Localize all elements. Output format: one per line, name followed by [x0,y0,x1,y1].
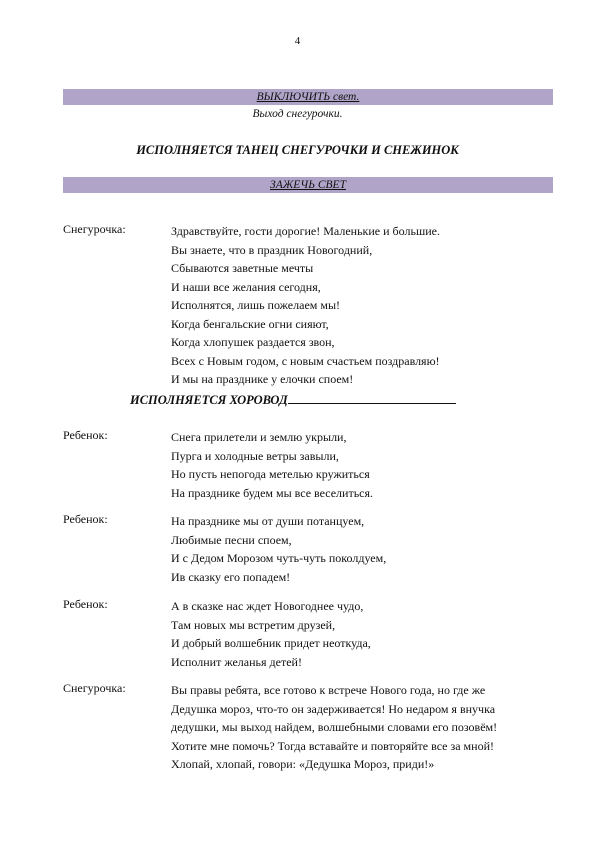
dialogue-line: Дедушка мороз, что-то он задерживается! Но недаром я внучка [171,701,496,716]
dialogue-lines [171,597,563,671]
dialogue-lines [171,512,563,586]
dialogue-line: Но пусть непогода метелью кружиться [171,467,370,481]
dialogue-line: Здравствуйте, гости дорогие! Маленькие и большие. [171,224,440,238]
heading-dance: ИСПОЛНЯЕТСЯ ТАНЕЦ СНЕГУРОЧКИ И СНЕЖИНОК [136,143,459,157]
speaker-name: Ребенок: [63,512,108,526]
stage-direction-lights-on: ЗАЖЕЧЬ СВЕТ [270,179,346,191]
blank-line [288,392,456,404]
dialogue-line: Любимые песни споем, [171,532,292,547]
speaker-name: Ребенок: [63,597,108,611]
page-number: 4 [294,35,301,47]
dialogue-line: Там новых мы встретим друзей, [171,617,336,632]
dialogue-lines [171,681,563,774]
dialogue-line: Всех с Новым годом, с новым счастьем поздравляю! [171,353,440,368]
dialogue-line: Сбываются заветные мечты [171,261,314,275]
dialogue-lines [171,222,563,389]
speaker-name: Ребенок: [63,428,108,442]
dialogue-line: Вы правы ребята, все готово к встрече Нового года, но где же [171,683,486,697]
dialogue-line: Пурга и холодные ветры завыли, [171,448,339,463]
dialogue-line: На празднике будем мы все веселиться. [171,485,374,500]
dialogue-line: И добрый волшебник придет неоткуда, [171,636,371,650]
stage-direction-band-lights-off [63,89,553,105]
dialogue-line: Вы знаете, что в праздник Новогодний, [171,242,373,257]
dialogue-line: Хотите мне помочь? Тогда вставайте и повторяйте все за мной! [171,738,494,753]
dialogue-line: И с Дедом Морозом чуть-чуть поколдуем, [171,551,387,565]
stage-direction-lights-off: ВЫКЛЮЧИТЬ свет. [256,91,360,103]
dialogue-line: Хлопай, хлопай, говори: «Дедушка Мороз, приди!» [171,757,435,771]
dialogue-line: Исполнятся, лишь пожелаем мы! [171,298,341,312]
stage-direction-snow-maiden-entrance: Выход снегурочки. [252,108,343,120]
dialogue-line: Когда хлопушек раздается звон, [171,335,335,349]
speaker-name: Снегурочка: [63,681,126,695]
heading-round-dance [130,392,456,408]
dialogue-line: И мы на празднике у елочки споем! [171,372,354,386]
dialogue-line: Ив сказку его попадем! [171,569,291,584]
dialogue-line: И наши все желания сегодня, [171,279,321,294]
heading-round-dance-text: ИСПОЛНЯЕТСЯ ХОРОВОД [130,393,288,407]
dialogue-line: Снега прилетели и землю укрыли, [171,430,347,444]
dialogue-line: Исполнит желанья детей! [171,654,302,669]
dialogue-line: Когда бенгальские огни сияют, [171,316,329,331]
dialogue-line: А в сказке нас ждет Новогоднее чудо, [171,599,364,613]
stage-direction-band-lights-on [63,177,553,193]
speaker-name: Снегурочка: [63,222,126,236]
dialogue-line: На празднике мы от души потанцуем, [171,514,365,528]
dialogue-lines [171,428,563,502]
dialogue-line: дедушки, мы выход найдем, волшебными словами его позовём! [171,720,498,734]
